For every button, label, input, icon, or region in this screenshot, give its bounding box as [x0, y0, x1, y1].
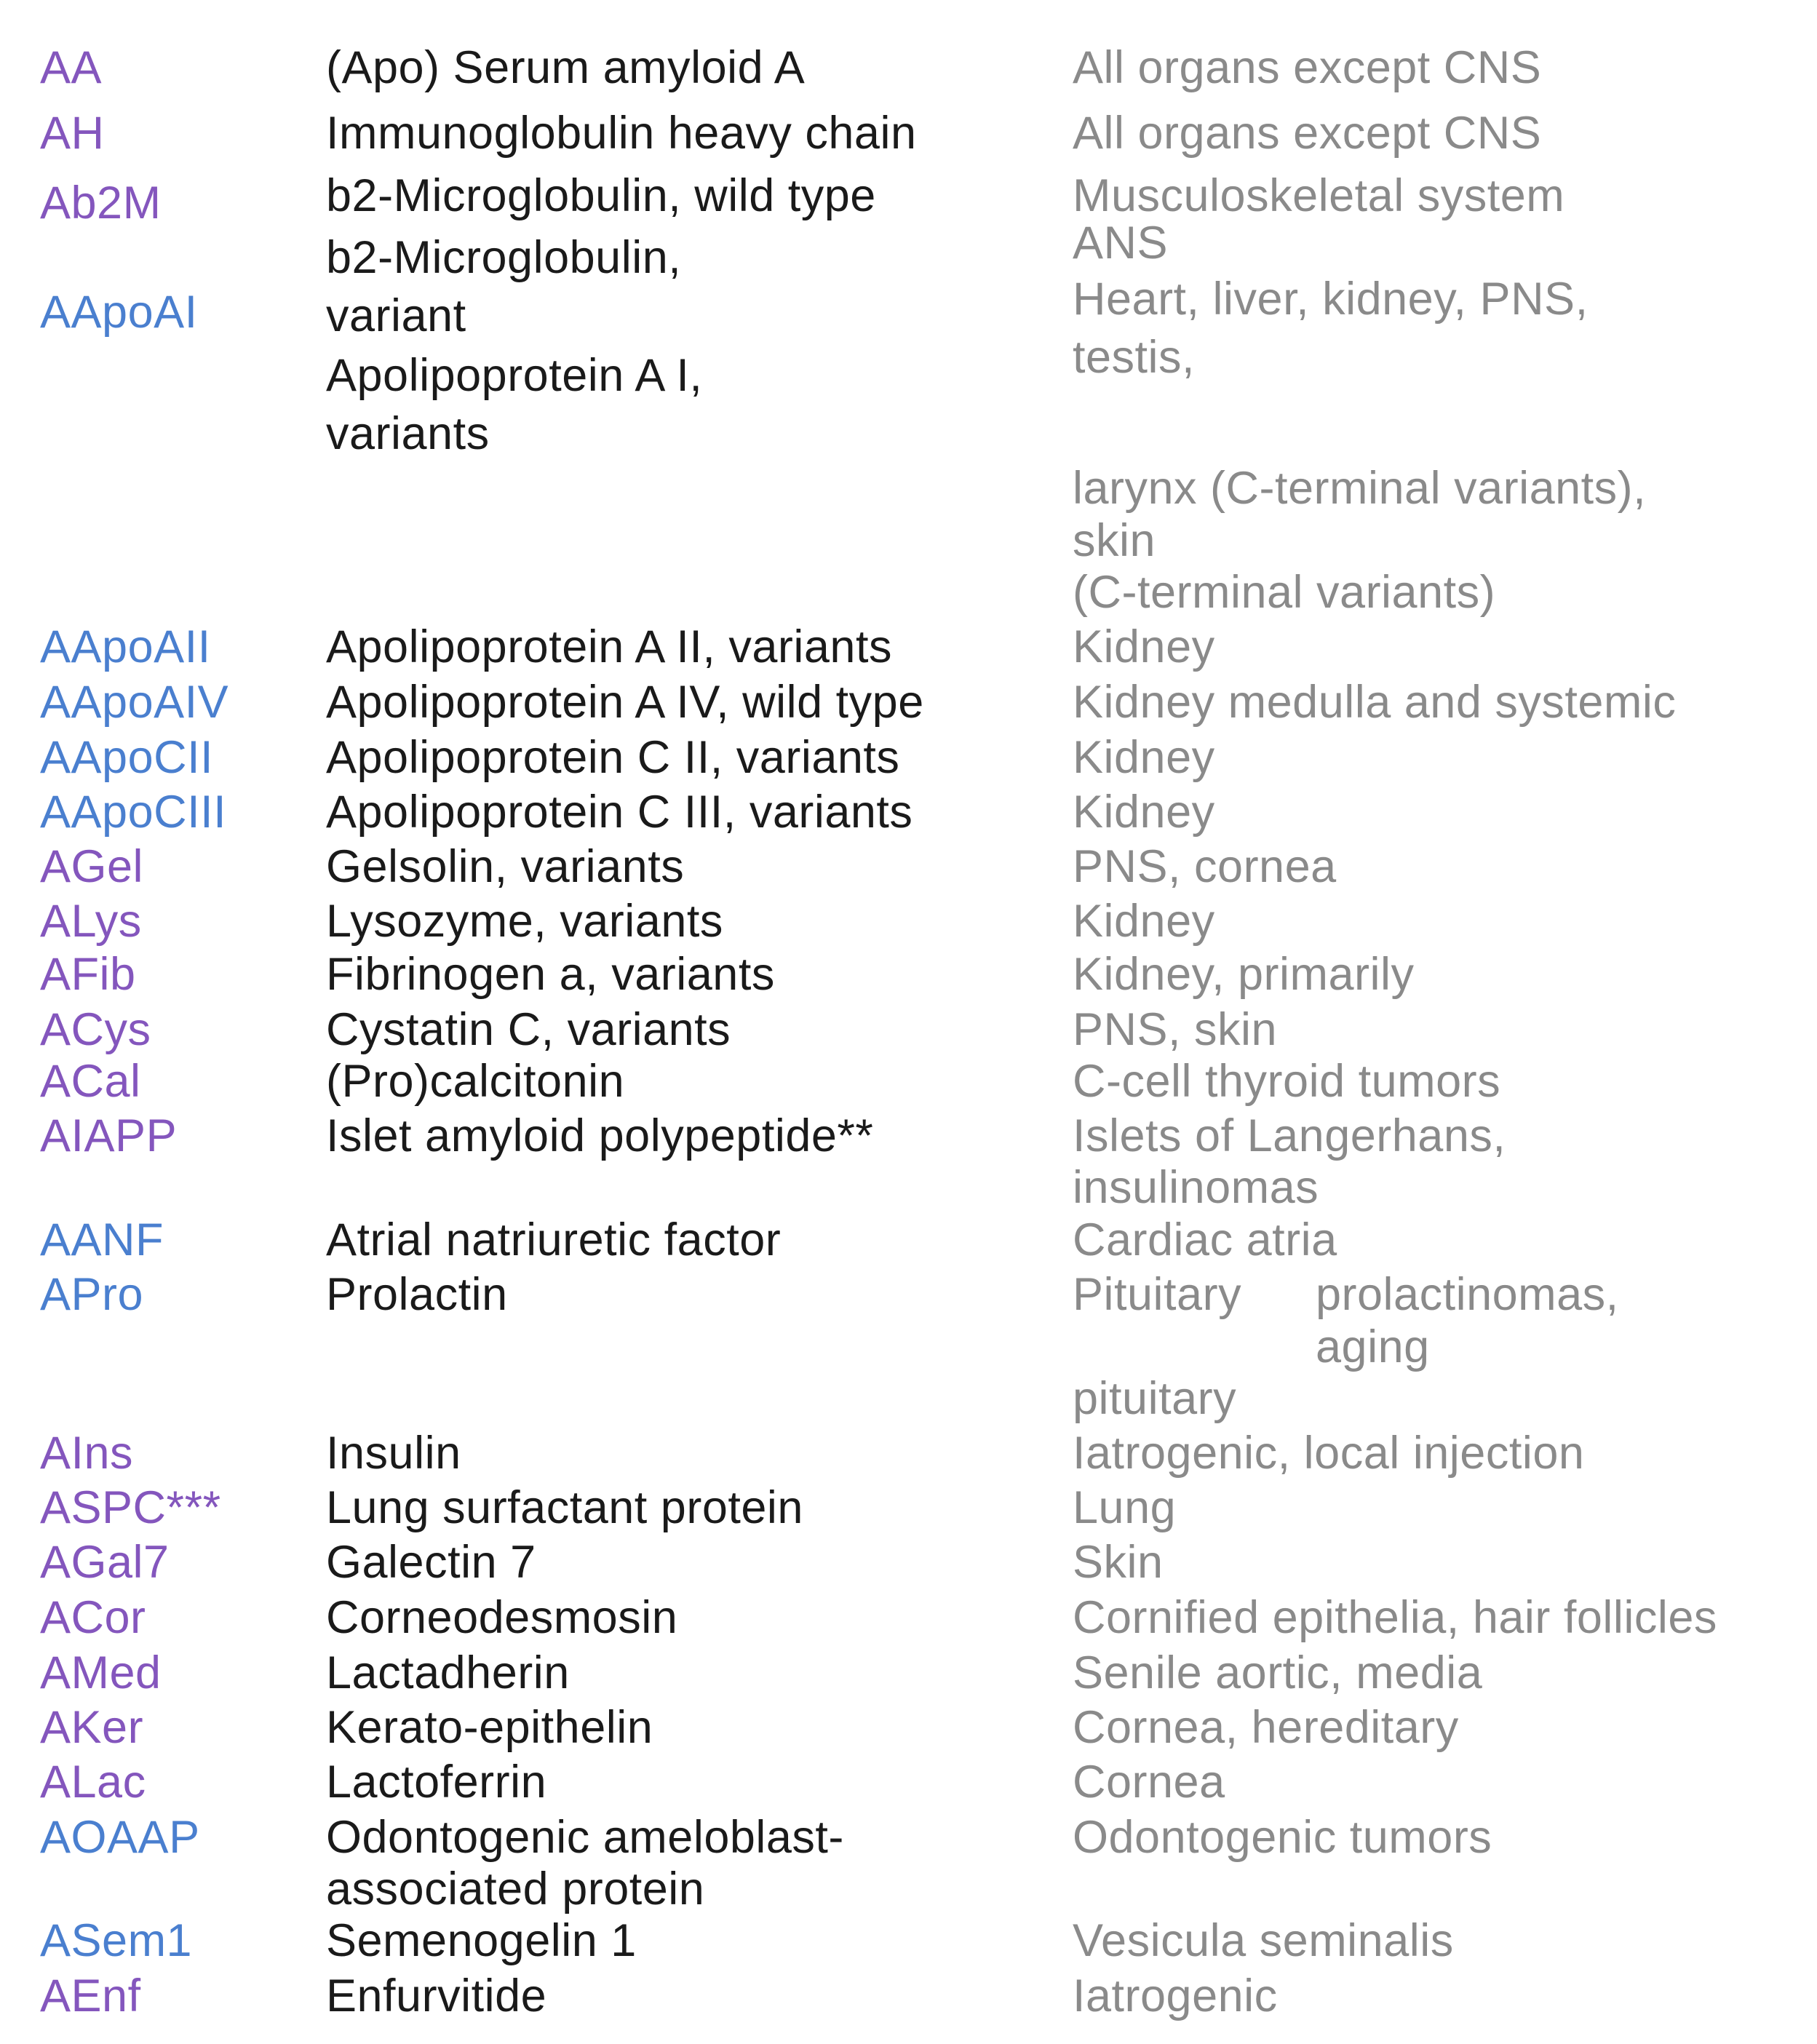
- protein-aapoaiv: Apolipoprotein A IV, wild type: [326, 677, 924, 728]
- abbr-amed: AMed: [40, 1647, 162, 1698]
- organ-aapociii: Kidney: [1073, 787, 1215, 838]
- organ-agal7: Skin: [1073, 1537, 1164, 1588]
- protein-asem1: Semenogelin 1: [326, 1915, 637, 1966]
- abbr-aapoai: AApoAI: [40, 287, 198, 338]
- protein-agal7: Galectin 7: [326, 1537, 536, 1588]
- organ-aapoaiv: Kidney medulla and systemic: [1073, 677, 1677, 728]
- abbr-agel: AGel: [40, 841, 144, 892]
- organ-aapoai-4: skin: [1073, 515, 1156, 566]
- protein-amed: Lactadherin: [326, 1647, 570, 1698]
- organ-apro-4: pituitary: [1073, 1373, 1237, 1424]
- protein-aapociii: Apolipoprotein C III, variants: [326, 787, 913, 838]
- organ-aapoaii: Kidney: [1073, 621, 1215, 672]
- protein-afib: Fibrinogen a, variants: [326, 949, 775, 1000]
- abbr-ains: AIns: [40, 1428, 134, 1479]
- organ-amed: Senile aortic, media: [1073, 1647, 1483, 1698]
- protein-apro: Prolactin: [326, 1269, 508, 1320]
- organ-afib: Kidney, primarily: [1073, 949, 1415, 1000]
- protein-alys: Lysozyme, variants: [326, 896, 723, 947]
- protein-ab2m-3: variant: [326, 290, 466, 341]
- protein-aoaap-1: Odontogenic ameloblast-: [326, 1812, 844, 1863]
- abbr-acys: ACys: [40, 1004, 151, 1055]
- protein-ab2m-1: b2-Microglobulin, wild type: [326, 170, 876, 221]
- organ-alys: Kidney: [1073, 896, 1215, 947]
- protein-ab2m-2: b2-Microglobulin,: [326, 232, 682, 283]
- organ-aapoai-1: Heart, liver, kidney, PNS,: [1073, 274, 1589, 325]
- abbr-apro: APro: [40, 1269, 144, 1320]
- organ-aapocii: Kidney: [1073, 732, 1215, 783]
- organ-apro-3: aging: [1316, 1321, 1430, 1372]
- abbr-alac: ALac: [40, 1757, 146, 1808]
- abbr-aanf: AANF: [40, 1214, 164, 1265]
- organ-alac: Cornea: [1073, 1757, 1225, 1808]
- protein-aapoai-1: Apolipoprotein A I,: [326, 350, 703, 401]
- organ-acys: PNS, skin: [1073, 1004, 1278, 1055]
- protein-aspc: Lung surfactant protein: [326, 1482, 803, 1533]
- organ-aapoai-5: (C-terminal variants): [1073, 567, 1496, 618]
- abbr-aiapp: AIAPP: [40, 1110, 178, 1161]
- protein-acys: Cystatin C, variants: [326, 1004, 731, 1055]
- abbr-asem1: ASem1: [40, 1915, 193, 1966]
- organ-asem1: Vesicula seminalis: [1073, 1915, 1454, 1966]
- protein-aiapp: Islet amyloid polypeptide**: [326, 1110, 874, 1161]
- protein-aoaap-2: associated protein: [326, 1864, 705, 1914]
- abbr-agal7: AGal7: [40, 1537, 170, 1588]
- abbr-acal: ACal: [40, 1056, 141, 1107]
- abbr-aenf: AEnf: [40, 1971, 141, 2021]
- protein-aker: Kerato-epithelin: [326, 1702, 653, 1753]
- protein-acor: Corneodesmosin: [326, 1592, 678, 1643]
- protein-ah: Immunoglobulin heavy chain: [326, 108, 917, 159]
- protein-aapoaii: Apolipoprotein A II, variants: [326, 621, 892, 672]
- organ-agel: PNS, cornea: [1073, 841, 1337, 892]
- abbr-ab2m: Ab2M: [40, 178, 162, 228]
- protein-aanf: Atrial natriuretic factor: [326, 1214, 782, 1265]
- organ-ab2m-2: ANS: [1073, 218, 1169, 269]
- organ-aoaap: Odontogenic tumors: [1073, 1812, 1492, 1863]
- organ-ah: All organs except CNS: [1073, 108, 1542, 159]
- organ-ains: Iatrogenic, local injection: [1073, 1428, 1585, 1479]
- abbr-acor: ACor: [40, 1592, 146, 1643]
- organ-ab2m-1: Musculoskeletal system: [1073, 170, 1565, 221]
- protein-aapoai-2: variants: [326, 408, 490, 459]
- abbr-aspc: ASPC***: [40, 1482, 221, 1533]
- protein-aenf: Enfurvitide: [326, 1971, 547, 2021]
- abbr-aker: AKer: [40, 1702, 144, 1753]
- protein-acal: (Pro)calcitonin: [326, 1056, 625, 1107]
- organ-aspc: Lung: [1073, 1482, 1177, 1533]
- organ-aanf: Cardiac atria: [1073, 1214, 1337, 1265]
- organ-aiapp-2: insulinomas: [1073, 1162, 1319, 1213]
- organ-apro-1: Pituitary: [1073, 1269, 1242, 1320]
- abbr-afib: AFib: [40, 949, 136, 1000]
- organ-aa: All organs except CNS: [1073, 42, 1542, 93]
- organ-aapoai-2: testis,: [1073, 332, 1196, 383]
- protein-agel: Gelsolin, variants: [326, 841, 685, 892]
- protein-alac: Lactoferrin: [326, 1757, 547, 1808]
- abbr-aapoaii: AApoAII: [40, 621, 211, 672]
- organ-acor: Cornified epithelia, hair follicles: [1073, 1592, 1717, 1643]
- abbr-aapocii: AApoCII: [40, 732, 214, 783]
- protein-aa: (Apo) Serum amyloid A: [326, 42, 806, 93]
- organ-acal: C-cell thyroid tumors: [1073, 1056, 1501, 1107]
- protein-ains: Insulin: [326, 1428, 461, 1479]
- organ-apro-2: prolactinomas,: [1316, 1269, 1619, 1320]
- organ-aenf: Iatrogenic: [1073, 1971, 1278, 2021]
- organ-aker: Cornea, hereditary: [1073, 1702, 1459, 1753]
- organ-aiapp-1: Islets of Langerhans,: [1073, 1110, 1506, 1161]
- abbr-aa: AA: [40, 42, 103, 93]
- abbr-aapoaiv: AApoAIV: [40, 677, 229, 728]
- abbr-alys: ALys: [40, 896, 142, 947]
- protein-aapocii: Apolipoprotein C II, variants: [326, 732, 900, 783]
- abbr-ah: AH: [40, 108, 105, 159]
- abbr-aapociii: AApoCIII: [40, 787, 227, 838]
- organ-aapoai-3: larynx (C-terminal variants),: [1073, 463, 1647, 514]
- abbr-aoaap: AOAAP: [40, 1812, 200, 1863]
